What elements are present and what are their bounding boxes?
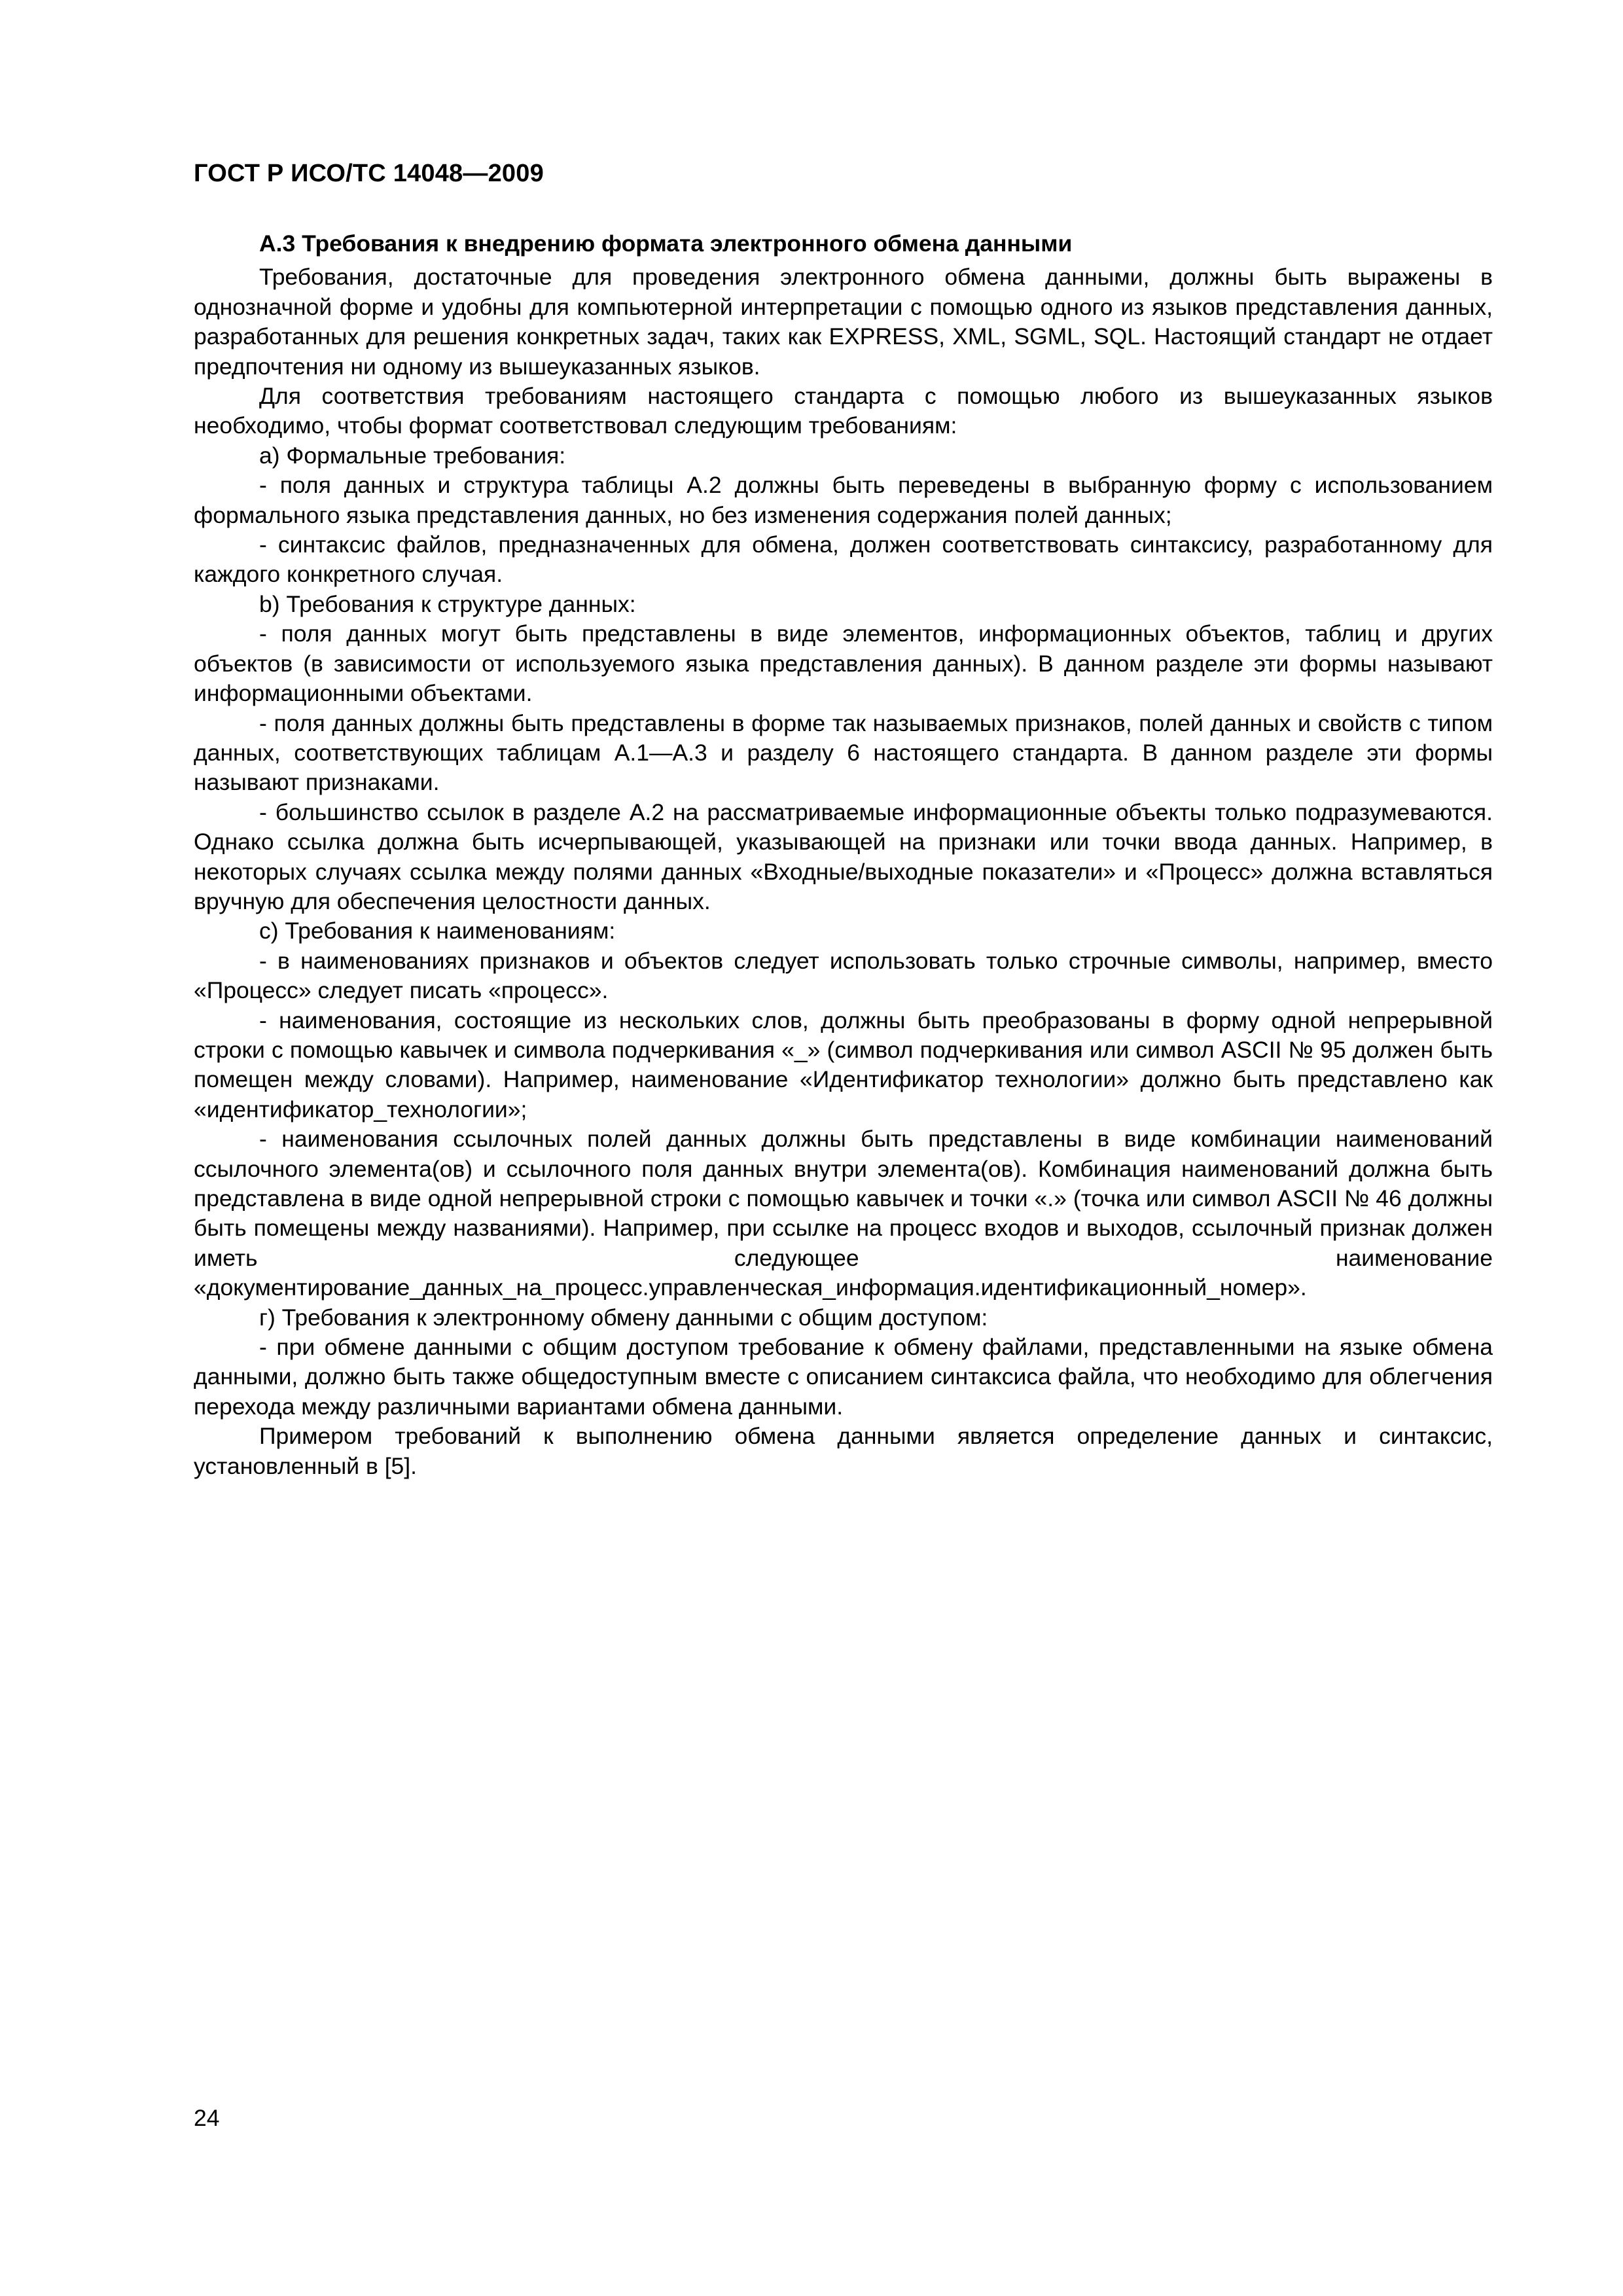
list-heading: b) Требования к структуре данных:: [259, 590, 636, 617]
list-item: - в наименованиях признаков и объектов следует использовать только строчные символы, например, вместо «Процесс» следует писать «процесс».: [194, 947, 1493, 1004]
list-heading: c) Требования к наименованиям:: [259, 918, 616, 944]
list-item: - поля данных должны быть представлены в форме так называемых признаков, полей данных и свойств с типом данных, соответствующих таблицам А.1—А.3 и разделу 6 настоящего стандарта. В данном разделе эти формы называют признаками.: [194, 709, 1493, 796]
list-heading: г) Требования к электронному обмену данными с общим доступом:: [259, 1304, 988, 1331]
section-title: А.3 Требования к внедрению формата электронного обмена данными: [259, 230, 1073, 257]
list-item: - при обмене данными с общим доступом требование к обмену файлами, представленными на языке обмена данными, должно быть также общедоступным вместе с описанием синтаксиса файла, что необходимо для облегчения перехода между различными вариантами обмена данными.: [194, 1334, 1493, 1420]
page-number: 24: [194, 2105, 220, 2131]
paragraph: Требования, достаточные для проведения электронного обмена данными, должны быть выражены в однозначной форме и удобны для компьютерной интерпретации с помощью одного из языков представления данных, разработанных для решения конкретных задач, таких как EXPRESS, XML, SGML, SQL. Настоящий стандарт не отдает предпочтения ни одному из вышеуказанных языков.: [194, 264, 1493, 380]
document-header: ГОСТ Р ИСО/ТС 14048—2009: [194, 160, 544, 187]
paragraph: Для соответствия требованиям настоящего стандарта с помощью любого из вышеуказанных языков необходимо, чтобы формат соответствовал следующим требованиям:: [194, 383, 1493, 439]
document-body: [194, 229, 1493, 1481]
list-item: - поля данных и структура таблицы А.2 должны быть переведены в выбранную форму с использованием формального языка представления данных, но без изменения содержания полей данных;: [194, 472, 1493, 528]
paragraph: Примером требований к выполнению обмена данными является определение данных и синтаксис, установленный в [5].: [194, 1423, 1493, 1479]
list-item: - наименования, состоящие из нескольких слов, должны быть преобразованы в форму одной непрерывной строки с помощью кавычек и символа подчеркивания «_» (символ подчеркивания или символ ASCII № 95 должен быть помещен между словами). Например, наименование «Идентификатор технологии» должно быть представлено как «идентификатор_технологии»;: [194, 1007, 1493, 1122]
list-heading: a) Формальные требования:: [259, 442, 566, 469]
list-item: - поля данных могут быть представлены в виде элементов, информационных объектов, таблиц и других объектов (в зависимости от используемого языка представления данных). В данном разделе эти формы называют информационными объектами.: [194, 620, 1493, 707]
list-item: - наименования ссылочных полей данных должны быть представлены в виде комбинации наименований ссылочного элемента(ов) и ссылочного поля данных внутри элемента(ов). Комбинация наименований должна быть представлена в виде одной непрерывной строки с помощью кавычек и точки «.» (точка или символ ASCII № 46 должны быть помещены между названиями). Например, при ссылке на процесс входов и выходов, ссылочный признак должен иметь следующее наименование «документирование_данных_на_процесс.управленческая_информация.идентификационный_номер».: [194, 1126, 1493, 1301]
list-item: - большинство ссылок в разделе А.2 на рассматриваемые информационные объекты только подразумеваются. Однако ссылка должна быть исчерпывающей, указывающей на признаки или точки ввода данных. Например, в некоторых случаях ссылка между полями данных «Входные/выходные показатели» и «Процесс» должна вставляться вручную для обеспечения целостности данных.: [194, 798, 1493, 914]
list-item: - синтаксис файлов, предназначенных для обмена, должен соответствовать синтаксису, разработанному для каждого конкретного случая.: [194, 531, 1493, 588]
